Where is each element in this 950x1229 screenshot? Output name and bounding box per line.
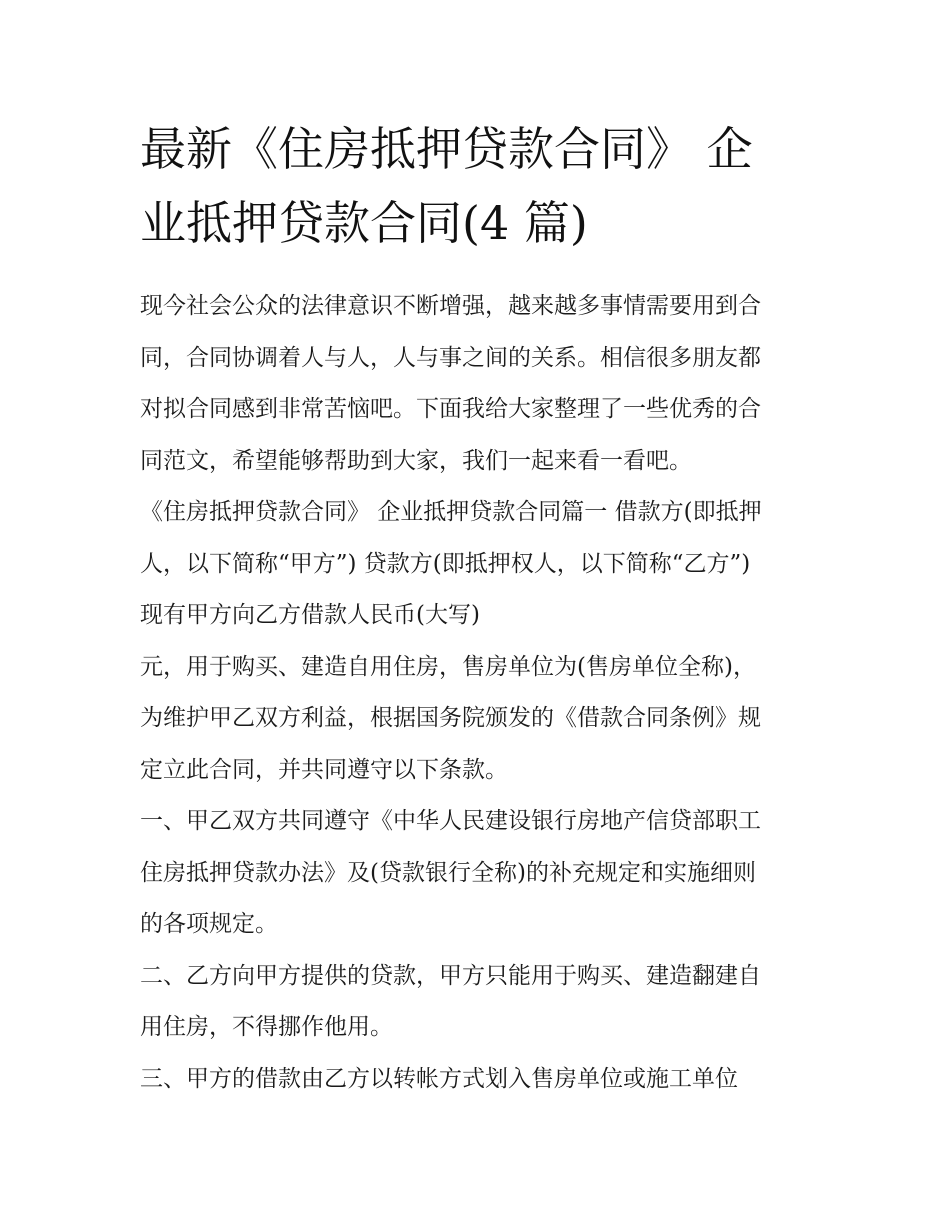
body-line: 《住房抵押贷款合同》 企业抵押贷款合同篇一 借款方(即抵押: [140, 499, 762, 525]
body-line: 住房抵押贷款办法》及(贷款银行全称)的补充规定和实施细则: [140, 859, 756, 886]
document-body: [140, 281, 820, 1105]
body-line: 同范文，希望能够帮助到大家，我们一起来看一看吧。: [140, 447, 692, 474]
body-line: 同，合同协调着人与人，人与事之间的关系。相信很多朋友都: [140, 344, 761, 371]
body-line: 的各项规定。: [140, 911, 278, 937]
body-line: 元，用于购买、建造自用住房，售房单位为(售房单位全称)，: [140, 653, 756, 680]
document-title: [140, 112, 820, 260]
body-line: 用住房，不得挪作他用。: [140, 1014, 393, 1040]
body-line: 人，以下简称“甲方”) 贷款方(即抵押权人，以下简称“乙方”): [140, 550, 751, 577]
body-line: 二、乙方向甲方提供的贷款，甲方只能用于购买、建造翻建自: [140, 962, 761, 989]
body-line: 一、甲乙双方共同遵守《中华人民建设银行房地产信贷部职工: [140, 808, 761, 834]
title-line: 最新《住房抵押贷款合同》 企: [140, 122, 753, 176]
body-line: 对拟合同感到非常苦恼吧。下面我给大家整理了一些优秀的合: [140, 396, 761, 422]
body-line: 现今社会公众的法律意识不断增强，越来越多事情需要用到合: [140, 293, 761, 319]
body-line: 现有甲方向乙方借款人民币(大写): [140, 602, 480, 628]
body-line: 为维护甲乙双方利益，根据国务院颁发的《借款合同条例》规: [140, 705, 761, 731]
title-line: 业抵押贷款合同(4 篇): [140, 196, 588, 250]
body-line: 三、甲方的借款由乙方以转帐方式划入售房单位或施工单位: [140, 1065, 738, 1092]
body-line: 定立此合同，并共同遵守以下条款。: [140, 756, 508, 783]
